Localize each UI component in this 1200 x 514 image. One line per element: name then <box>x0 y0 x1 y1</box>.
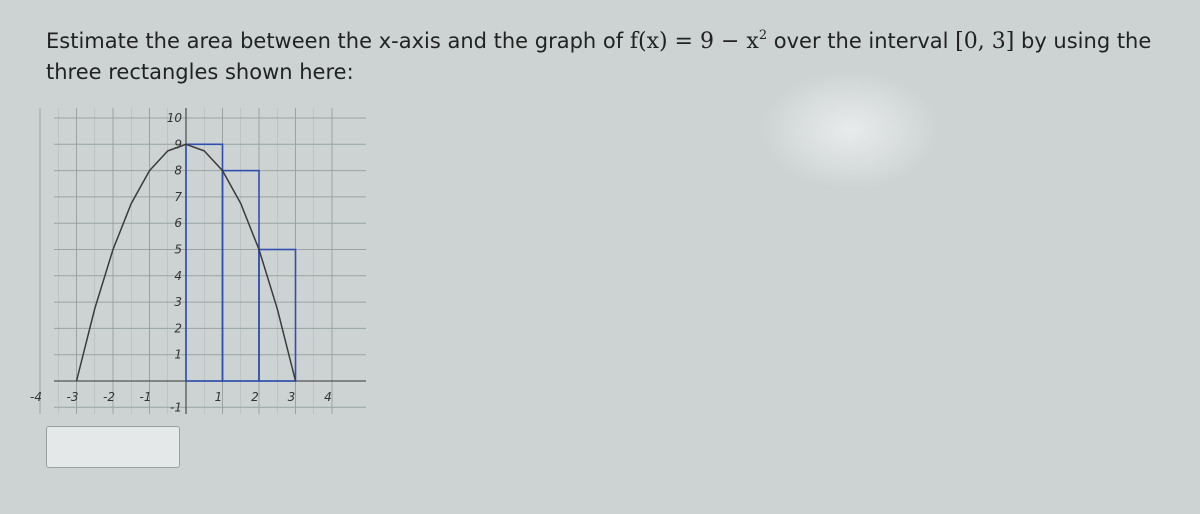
y-tick-label: 2 <box>174 321 182 336</box>
answer-input[interactable] <box>46 426 180 468</box>
x-tick-label: -3 <box>66 390 79 404</box>
y-tick-label: 4 <box>174 268 182 283</box>
x-tick-label: -1 <box>139 390 152 404</box>
function-name: f(x) <box>629 29 668 54</box>
y-tick-label: 7 <box>174 189 182 204</box>
graph <box>30 104 368 418</box>
question-prefix: Estimate the area between the x-axis and the graph of <box>46 29 630 53</box>
y-tick-label: 5 <box>174 242 182 257</box>
function-body <box>668 29 768 54</box>
x-tick-label: -4 <box>30 390 42 404</box>
y-tick-label: 6 <box>174 216 182 231</box>
question-middle: over the interval <box>767 29 956 53</box>
x-tick-label: 2 <box>251 390 259 404</box>
function-equals: = 9 − x <box>667 29 759 54</box>
y-tick-label: 8 <box>174 163 182 178</box>
x-tick-label: 1 <box>214 390 223 404</box>
y-tick-label: 9 <box>174 137 182 152</box>
function-exponent: 2 <box>758 28 768 43</box>
y-tick-label: 10 <box>166 111 182 125</box>
y-tick-label: 1 <box>174 347 182 362</box>
x-tick-label: 4 <box>324 390 332 404</box>
graph-svg <box>30 104 368 418</box>
y-tick-label: -1 <box>170 400 182 415</box>
x-tick-label: -2 <box>103 390 115 404</box>
x-tick-label: 3 <box>287 390 296 404</box>
background-glare <box>760 70 940 190</box>
y-tick-label: 3 <box>174 295 182 310</box>
question-text <box>46 26 1166 88</box>
interval: [0, 3] <box>955 29 1015 54</box>
question-suffix: by using the three rectangles shown here: <box>46 29 1152 84</box>
